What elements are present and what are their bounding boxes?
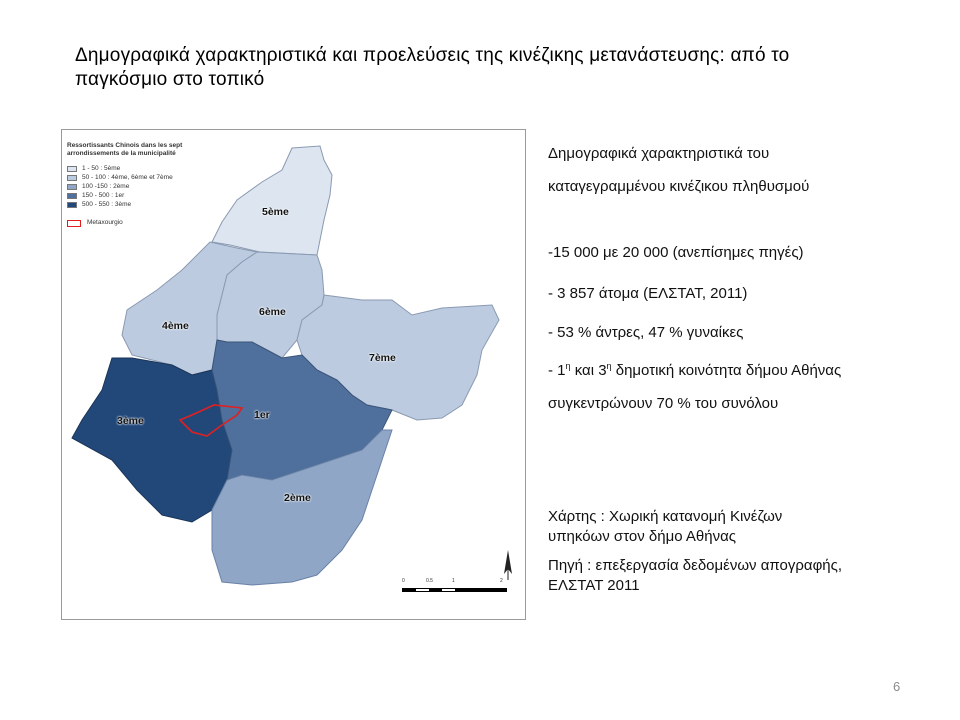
district-label-7: 7ème xyxy=(369,352,396,364)
map-legend xyxy=(67,142,247,227)
bullet-communities-part-b: και 3 xyxy=(570,362,607,379)
bullet-communities-line-2: συγκεντρώνουν 70 % του συνόλου xyxy=(548,395,779,412)
scale-tick-2: 2 xyxy=(500,578,503,584)
page-number: 6 xyxy=(893,679,901,694)
district-map xyxy=(61,129,526,620)
district-label-4: 4ème xyxy=(162,320,189,332)
slide-title-line-1: Δημογραφικά χαρακτηριστικά και προελεύσεις της κινέζικης μετανάστευσης: από το xyxy=(75,45,790,66)
legend-item xyxy=(67,173,247,182)
legend-items xyxy=(67,164,247,209)
bullet-gender-ratio: - 53 % άντρες, 47 % γυναίκες xyxy=(548,324,744,341)
metaxourgio-swatch xyxy=(67,220,81,227)
scale-bar xyxy=(402,578,507,602)
superscript-eta-1: η xyxy=(565,361,571,371)
bullet-communities xyxy=(548,361,841,379)
bullet-communities-part-a: - 1 xyxy=(548,362,566,379)
legend-swatch-3 xyxy=(67,184,77,190)
slide-title-line-2: παγκόσμιο στο τοπικό xyxy=(75,69,265,90)
legend-label: 50 - 100 : 4ème, 6ème et 7ème xyxy=(82,173,173,181)
caption-line-2: υπηκόων στον δήμο Αθήνας xyxy=(548,528,737,545)
legend-item xyxy=(67,182,247,191)
source-line-1: Πηγή : επεξεργασία δεδομένων απογραφής, xyxy=(548,557,843,574)
legend-item xyxy=(67,200,247,209)
bullet-informal-estimate: -15 000 με 20 000 (ανεπίσημες πηγές) xyxy=(548,244,804,261)
legend-item xyxy=(67,191,247,200)
district-label-5: 5ème xyxy=(262,206,289,218)
legend-swatch-1 xyxy=(67,166,77,172)
district-3-area xyxy=(72,358,232,522)
district-label-2: 2ème xyxy=(284,492,311,504)
legend-label: 100 -150 : 2ème xyxy=(82,182,130,190)
legend-label: 1 - 50 : 5ème xyxy=(82,164,121,172)
legend-title xyxy=(67,142,247,158)
legend-item xyxy=(67,164,247,173)
legend-metaxourgio xyxy=(67,219,247,227)
district-label-6: 6ème xyxy=(259,306,286,318)
legend-title-line-2: arrondissements de la municipalité xyxy=(67,150,176,157)
scale-bar-segments xyxy=(402,588,507,592)
bullet-census-count: - 3 857 άτομα (ΕΛΣΤΑΤ, 2011) xyxy=(548,285,748,302)
superscript-eta-2: η xyxy=(606,361,612,371)
caption-line-1: Χάρτης : Χωρική κατανομή Κινέζων xyxy=(548,508,783,525)
legend-swatch-4 xyxy=(67,193,77,199)
legend-metaxourgio-label: Metaxourgio xyxy=(87,219,123,226)
district-label-1: 1er xyxy=(254,409,270,421)
legend-title-line-1: Ressortissants Chinois dans les sept xyxy=(67,142,183,149)
scale-tick-0: 0 xyxy=(402,578,405,584)
heading-line-1: Δημογραφικά χαρακτηριστικά του xyxy=(548,145,770,162)
scale-tick-1: 1 xyxy=(452,578,455,584)
legend-swatch-5 xyxy=(67,202,77,208)
bullet-communities-part-c: δημοτική κοινότητα δήμου Αθήνας xyxy=(611,362,842,379)
source-line-2: ΕΛΣΤΑΤ 2011 xyxy=(548,577,640,594)
legend-label: 150 - 500 : 1er xyxy=(82,191,125,199)
legend-swatch-2 xyxy=(67,175,77,181)
scale-tick-05: 0.5 xyxy=(426,578,433,584)
legend-label: 500 - 550 : 3ème xyxy=(82,200,132,208)
district-label-3: 3ème xyxy=(117,415,144,427)
slide-title xyxy=(75,44,905,92)
heading-line-2: καταγεγραμμένου κινέζικου πληθυσμού xyxy=(548,178,810,195)
north-arrow-icon xyxy=(502,550,514,580)
